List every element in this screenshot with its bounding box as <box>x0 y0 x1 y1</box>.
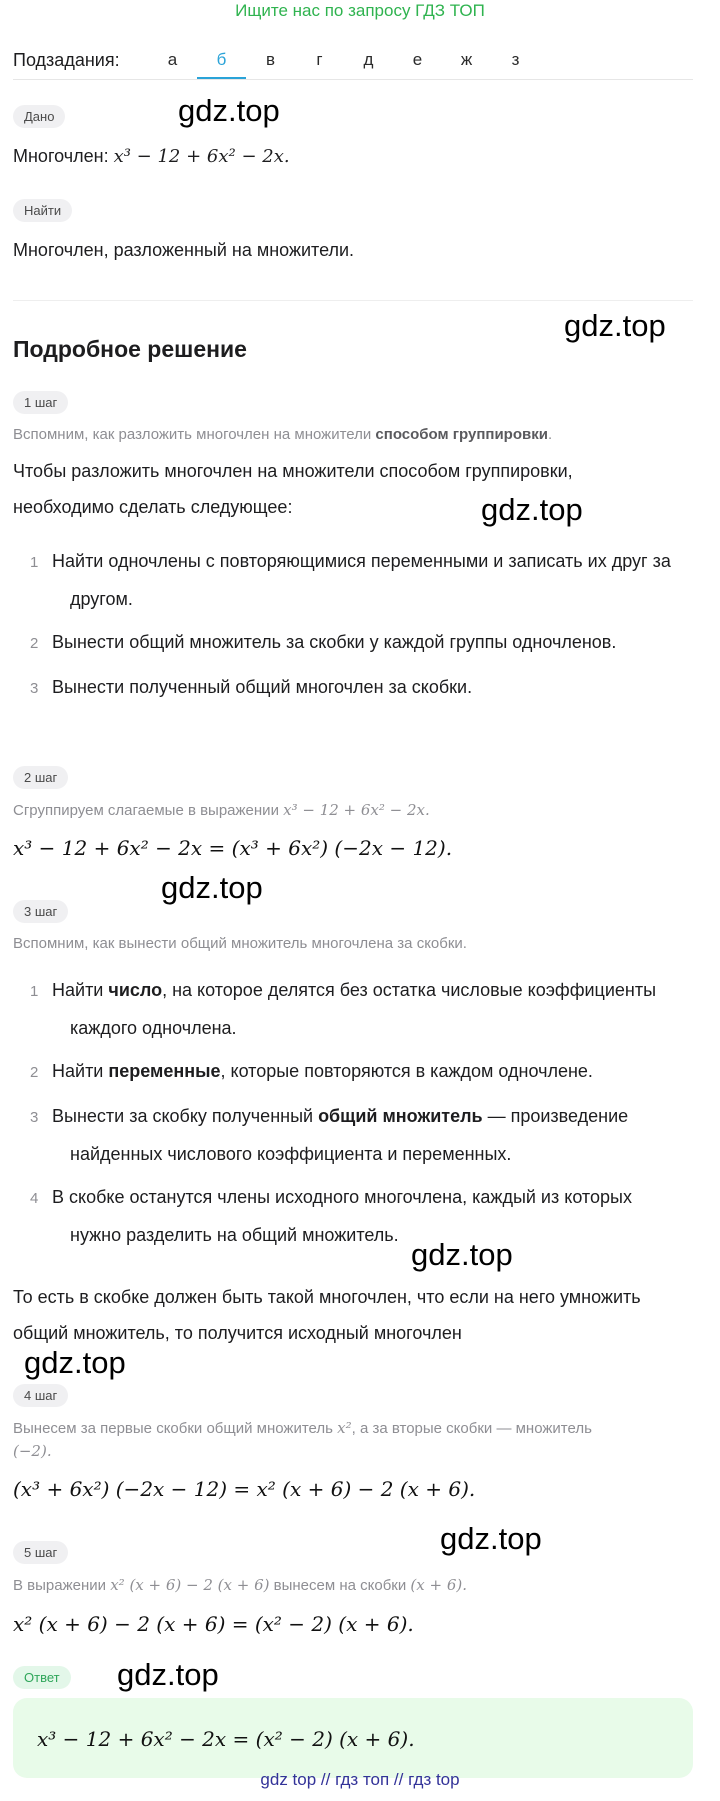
watermark: gdz.top <box>411 1237 513 1272</box>
step1-p2: необходимо сделать следующее: <box>13 497 293 517</box>
step3-p2: общий множитель, то получится исходный многочлен <box>13 1323 462 1343</box>
list-text: Вынести за скобку полученный <box>52 1106 319 1126</box>
step4-hint-math2: (−2). <box>13 1442 52 1460</box>
list-item <box>30 669 700 707</box>
watermark: gdz.top <box>481 492 583 527</box>
watermark: gdz.top <box>117 1657 219 1692</box>
subtasks-label: Подзадания: <box>13 50 120 70</box>
list-number: 2 <box>30 1064 39 1081</box>
list-text: Найти одночлены с повторяющимися переменными и записать их друг за <box>52 551 671 571</box>
given-text <box>13 138 290 175</box>
tab-a[interactable]: а <box>167 50 178 69</box>
step5-hint-text: вынесем на скобки <box>269 1577 411 1594</box>
step2-chip: 2 шаг <box>13 766 68 789</box>
list-number: 3 <box>30 1109 39 1126</box>
subtask-tabs <box>148 44 540 80</box>
step5-hint-math2: (x + 6). <box>410 1576 468 1594</box>
top-banner: Ищите нас по запросу ГДЗ ТОП <box>235 1 485 20</box>
list-item <box>30 1179 700 1253</box>
footer: gdz top // гдз топ // гдз top <box>260 1770 460 1789</box>
step4-hint-math: x² <box>337 1419 352 1437</box>
step5-hint-text: В выражении <box>13 1577 111 1594</box>
step3-hint: Вспомним, как вынести общий множитель многочлена за скобки. <box>13 935 467 952</box>
list-text: Вынести общий множитель за скобки у каждой группы одночленов. <box>52 632 617 652</box>
section-divider <box>13 300 693 301</box>
answer-chip: Ответ <box>13 1666 71 1689</box>
step4-chip: 4 шаг <box>13 1384 68 1407</box>
list-text: В скобке останутся члены исходного многочлена, каждый из которых <box>52 1187 632 1207</box>
given-chip: Дано <box>13 105 65 128</box>
step3-p1: То есть в скобке должен быть такой многочлен, что если на него умножить <box>13 1287 641 1307</box>
watermark: gdz.top <box>440 1521 542 1556</box>
solution-title: Подробное решение <box>13 336 247 362</box>
list-text-cont: каждого одночлена. <box>70 1018 237 1038</box>
find-chip: Найти <box>13 199 72 222</box>
step1-hint-bold: способом группировки <box>375 426 548 443</box>
list-number: 4 <box>30 1190 39 1207</box>
tab-z[interactable]: з <box>511 50 520 69</box>
list-text-cont: нужно разделить на общий множитель. <box>70 1225 399 1245</box>
list-bold: общий множитель <box>318 1106 483 1126</box>
find-text: Многочлен, разложенный на множители. <box>13 240 355 260</box>
step2-formula: x³ − 12 + 6x² − 2x = (x³ + 6x²) (−2x − 12). <box>13 836 453 860</box>
list-text: Вынести полученный общий многочлен за скобки. <box>52 677 473 697</box>
list-number: 2 <box>30 635 39 652</box>
list-text: , на которое делятся без остатка числовые коэффициенты <box>162 980 657 1000</box>
step3-chip: 3 шаг <box>13 900 68 923</box>
list-text-cont: другом. <box>70 589 133 609</box>
step4-formula: (x³ + 6x²) (−2x − 12) = x² (x + 6) − 2 (x + 6). <box>13 1477 476 1501</box>
step4-hint-text: , а за вторые скобки — множитель <box>351 1420 592 1437</box>
step2-hint <box>13 799 430 822</box>
list-text-cont: найденных числового коэффициента и переменных. <box>70 1144 512 1164</box>
step5-hint <box>13 1574 467 1597</box>
watermark: gdz.top <box>161 870 263 905</box>
tabs-divider <box>13 79 693 80</box>
tab-e[interactable]: е <box>412 50 423 69</box>
step2-hint-math: x³ − 12 + 6x² − 2x. <box>283 801 430 819</box>
list-number: 1 <box>30 554 39 571</box>
watermark: gdz.top <box>564 308 666 343</box>
given-label: Многочлен: <box>13 146 114 166</box>
step1-hint <box>13 424 552 446</box>
given-math: x³ − 12 + 6x² − 2x. <box>113 146 290 167</box>
tab-g[interactable]: г <box>316 50 323 69</box>
step1-chip: 1 шаг <box>13 391 68 414</box>
tab-zh[interactable]: ж <box>460 50 473 69</box>
list-text: — произведение <box>482 1106 629 1126</box>
step5-formula: x² (x + 6) − 2 (x + 6) = (x² − 2) (x + 6). <box>13 1612 414 1636</box>
tab-b[interactable]: б <box>197 44 246 80</box>
list-text: Найти <box>52 980 109 1000</box>
step4-hint-text: Вынесем за первые скобки общий множитель <box>13 1420 338 1437</box>
step1-p1: Чтобы разложить многочлен на множители способом группировки, <box>13 461 573 481</box>
list-item <box>30 1053 700 1091</box>
step1-hint-text: Вспомним, как разложить многочлен на множители <box>13 426 376 443</box>
step4-hint <box>13 1417 683 1463</box>
step1-hint-suffix: . <box>547 426 553 443</box>
tab-v[interactable]: в <box>265 50 276 69</box>
list-item <box>30 1098 700 1172</box>
list-text: , которые повторяются в каждом одночлене. <box>220 1061 593 1081</box>
list-number: 3 <box>30 680 39 697</box>
list-item <box>30 543 700 617</box>
list-text: Найти <box>52 1061 109 1081</box>
watermark: gdz.top <box>24 1345 126 1380</box>
list-bold: число <box>108 980 163 1000</box>
watermark: gdz.top <box>178 93 280 128</box>
list-item <box>30 624 700 662</box>
list-bold: переменные <box>108 1061 221 1081</box>
answer-formula: x³ − 12 + 6x² − 2x = (x² − 2) (x + 6). <box>37 1727 415 1751</box>
list-item <box>30 972 700 1046</box>
step2-hint-text: Сгруппируем слагаемые в выражении <box>13 802 284 819</box>
step5-chip: 5 шаг <box>13 1541 68 1564</box>
tab-d[interactable]: д <box>363 50 374 69</box>
step5-hint-math: x² (x + 6) − 2 (x + 6) <box>110 1576 270 1594</box>
list-number: 1 <box>30 983 39 1000</box>
